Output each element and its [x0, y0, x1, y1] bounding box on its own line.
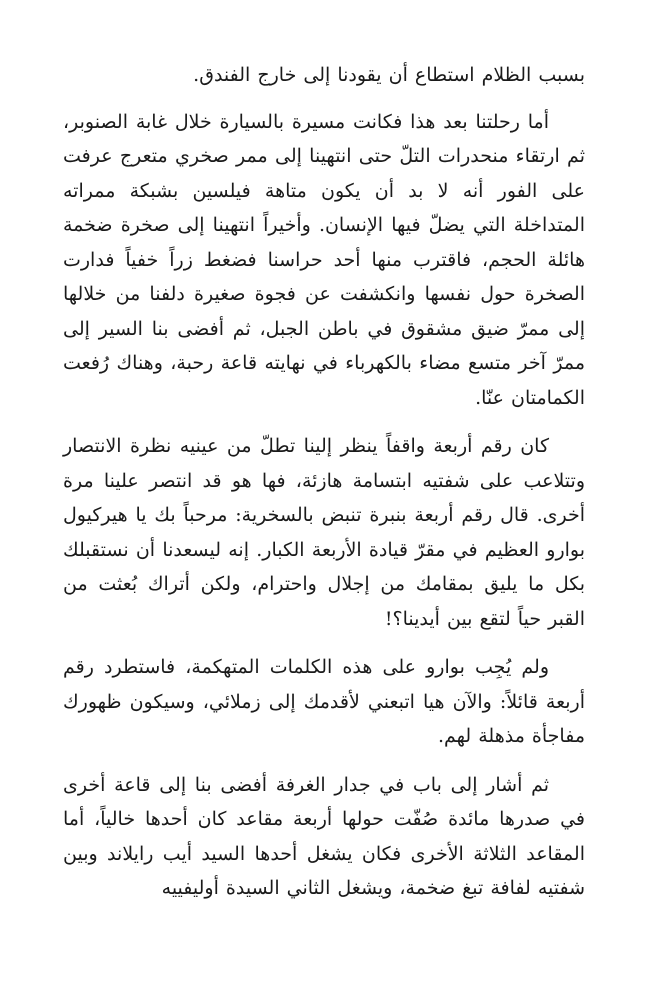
paragraph-3: كان رقم أربعة واقفاً ينظر إلينا تطلّ من عينيه نظرة الانتصار وتتلاعب على شفتيه ابتسامة هازئة، فها هو قد انتصر علينا مرة أخرى. قال رقم أربعة بنبرة تنبض بالسخرية: مرحباً بك يا هيركيول بوارو العظيم في مقرّ قيادة الأربعة الكبار. إنه ليسعدنا أن نستقبلك بكل ما يليق بمقامك من إجلال واحترام، ولكن أتراك بُعثت من القبر حياً لتقع بين أيدينا؟!: [63, 435, 585, 630]
paragraph-2: أما رحلتنا بعد هذا فكانت مسيرة بالسيارة خلال غابة الصنوبر، ثم ارتقاء منحدرات التلّ حتى انتهينا إلى ممر صخري متعرج عرفت على الفور أنه لا بد أن يكون متاهة فيلسين بشبكة ممراته المتداخلة التي يضلّ فيها الإنسان. وأخيراً انتهينا إلى صخرة ضخمة هائلة الحجم، فاقترب منها أحد حراسنا فضغط زراً خفياً فدارت الصخرة حول نفسها وانكشفت عن فجوة صغيرة دلفنا من خلالها إلى ممرّ ضيق مشقوق في باطن الجبل، ثم أفضى بنا السير إلى ممرّ آخر متسع مضاء بالكهرباء في نهايته قاعة رحبة، وهناك رُفعت الكمامتان عنّا.: [63, 110, 585, 409]
paragraph-5: ثم أشار إلى باب في جدار الغرفة أفضى بنا إلى قاعة أخرى في صدرها مائدة صُفّت حولها أربعة مقاعد كان أحدها خالياً، أما المقاعد الثلاثة الأخرى فكان يشغل أحدها السيد أيب رايلاند وبين شفتيه لفافة تبغ ضخمة، ويشغل الثاني السيدة أوليفييه: [63, 773, 585, 899]
paragraph-1: بسبب الظلام استطاع أن يقودنا إلى خارج الفندق.: [193, 64, 585, 86]
book-page: [63, 58, 585, 920]
paragraph-4: ولم يُجِب بوارو على هذه الكلمات المتهكمة، فاستطرد رقم أربعة قائلاً: والآن هيا اتبعني لأقدمك إلى زملائي، وسيكون ظهورك مفاجأة مذهلة لهم.: [63, 656, 585, 747]
